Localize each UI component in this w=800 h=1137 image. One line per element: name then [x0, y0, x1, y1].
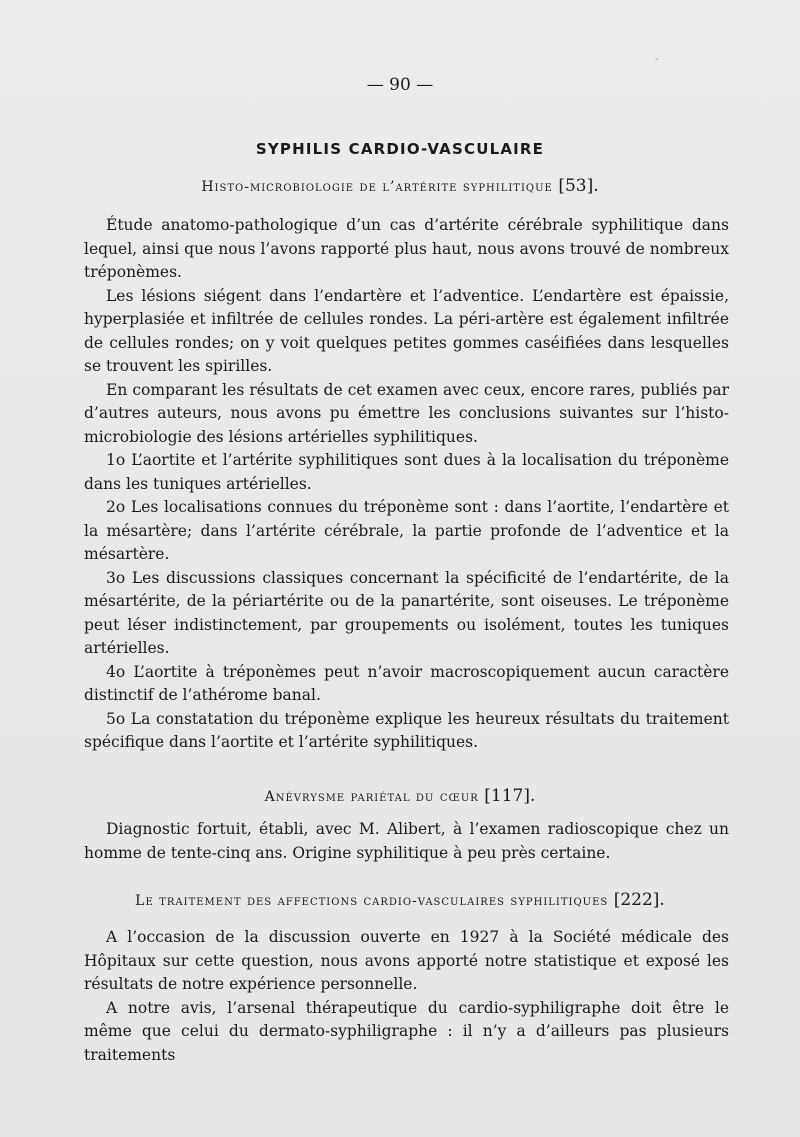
section-2-body [84, 818, 729, 865]
page-number: — 90 — [366, 75, 434, 95]
section-title: SYPHILIS CARDIO-VASCULAIRE [255, 140, 545, 158]
heading-anevrysme [0, 786, 800, 806]
paragraph: 2o Les localisations connues du tréponème sont : dans l’aortite, l’endartère et la mésartère; dans l’artérite cérébrale, la partie profonde de l’adventice et la mésartère. [84, 498, 729, 563]
paragraph: Diagnostic fortuit, établi, avec M. Alibert, à l’examen radioscopique chez un homme de tente-cinq ans. Origine syphilitique à peu près certaine. [84, 820, 729, 862]
heading-text: Histo-microbiologie de l’artérite syphilitique [201, 179, 553, 195]
paragraph: Les lésions siégent dans l’endartère et l’adventice. L’endartère est épaissie, hyperplasiée et infiltrée de cellules rondes. La péri-artère est également infiltrée de cellules rondes; on y voit quelques petites gommes caséifiées dans lesquelles se trouvent les spirilles. [84, 286, 729, 375]
paragraph: A l’occasion de la discussion ouverte en 1927 à la Société médicale des Hôpitaux sur cette question, nous avons apporté notre statistique et exposé les résultats de notre expérience personnelle. [84, 928, 729, 993]
paragraph: 3o Les discussions classiques concernant la spécificité de l’endartérite, de la mésartérite, de la périartérite ou de la panartérite, sont oiseuses. Le tréponème peut léser indistinctement, par groupements ou isolément, toutes les tuniques artérielles. [84, 568, 729, 657]
paragraph: 1o L’aortite et l’artérite syphilitiques sont dues à la localisation du tréponème dans les tuniques artérielles. [84, 451, 729, 493]
section-1-body [84, 214, 729, 755]
paragraph: 5o La constatation du tréponème explique les heureux résultats du traitement spécifique dans l’aortite et l’artérite syphilitiques. [84, 709, 729, 751]
paragraph: En comparant les résultats de cet examen avec ceux, encore rares, publiés par d’autres auteurs, nous avons pu émettre les conclusions suivantes sur l’histo-microbiologie des lésions artérielles syphilitiques. [84, 380, 729, 446]
heading-ref: [222]. [613, 890, 665, 910]
heading-text: Anévrysme pariétal du cœur [264, 789, 479, 805]
heading-ref: [53]. [558, 176, 599, 196]
paragraph: 4o L’aortite à tréponèmes peut n’avoir macroscopiquement aucun caractère distinctif de l’athérome banal. [84, 662, 729, 704]
heading-histo-microbiologie [0, 176, 800, 196]
heading-text: Le traitement des affections cardio-vasculaires syphilitiques [135, 893, 609, 909]
section-3-body [84, 926, 729, 1067]
paragraph: A notre avis, l’arsenal thérapeutique du cardio-syphiligraphe doit être le même que celui du dermato-syphiligraphe : il n’y a d’ailleurs pas plusieurs traitements [84, 998, 729, 1064]
heading-traitement [0, 890, 800, 910]
heading-ref: [117]. [484, 786, 536, 806]
paragraph: Étude anatomo-pathologique d’un cas d’artérite cérébrale syphilitique dans lequel, ainsi que nous l’avons rapporté plus haut, nous avons trouvé de nombreux tréponèmes. [84, 216, 729, 281]
corner-mark: - [655, 54, 659, 65]
